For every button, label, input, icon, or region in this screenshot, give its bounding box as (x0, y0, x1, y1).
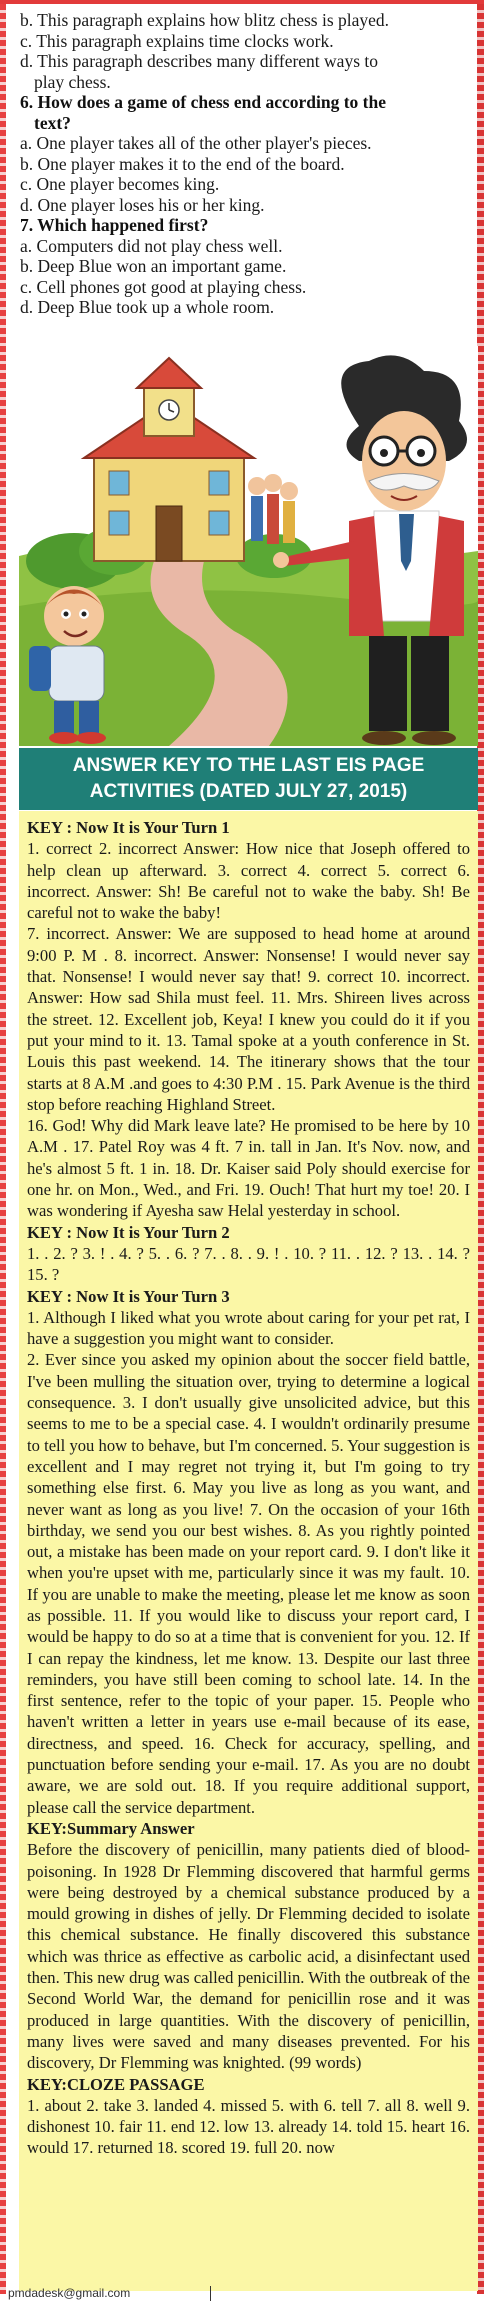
left-border-stripe (0, 4, 6, 2294)
quiz-line: c. Cell phones got good at playing chess. (20, 276, 307, 297)
section-heading: KEY : Now It is Your Turn 1 (27, 818, 230, 837)
banner-line-2: ACTIVITIES (DATED JULY 27, 2015) (89, 781, 408, 802)
quiz-question: 6. How does a game of chess end according to the (20, 92, 387, 112)
answer-paragraph: 1. . 2. ? 3. ! . 4. ? 5. . 6. ? 7. . 8. . 9. ! . 10. ? 11. . 12. ? 13. . 14. ? 15. ? (27, 1243, 470, 1285)
quiz-line: b. This paragraph explains how blitz chess is played. (20, 10, 390, 30)
top-accent-bar (0, 0, 484, 4)
section-heading: KEY : Now It is Your Turn 3 (27, 1286, 230, 1306)
quiz-question: text? (34, 112, 71, 133)
answer-key-box (19, 811, 478, 2291)
section-heading: KEY : Now It is Your Turn 2 (27, 1222, 230, 1242)
quiz-question: 7. Which happened first? (20, 215, 209, 235)
quiz-line: d. Deep Blue took up a whole room. (20, 297, 275, 317)
quiz-section (20, 10, 476, 318)
answer-paragraph: Before the discovery of penicillin, many patients died of blood-poisoning. In 1928 Dr Flemming discovered that harmful germs were being destroyed by a chemical substance produced by a mould growing in dishes of jelly. Dr Flemming decided to isolate this chemical substance. He finally discovered this substance which was thrice as effective as carbolic acid, a disinfectant used then. This new drug was called penicillin. With the outbreak of the Second World War, the demand for penicillin rose and it was produced in large quantities. With the discovery of penicillin, many lives were saved and many diseases prevented. For his discovery, Dr Flemming was knighted. (99 words) (27, 1840, 470, 2073)
quiz-line: b. Deep Blue won an important game. (20, 256, 287, 276)
quiz-line: a. Computers did not play chess well. (20, 235, 283, 256)
quiz-line: play chess. (34, 71, 111, 92)
page-footer (0, 2286, 484, 2301)
right-border-stripe (477, 4, 484, 2294)
answer-paragraph: 16. God! Why did Mark leave late? He promised to be here by 10 A.M . 17. Patel Roy was 4 ft. 7 in. tall in Jan. It's Nov. now, and he's almost 5 ft. 1 in. 18. Dr. Kaiser said Poly should exercise for one hr. on Mon., Wed., and Fri. 19. Ouch! That hurt my toe! 20. I was wondering if Ayesha saw Helal yesterday in school. (27, 1116, 470, 1221)
quiz-line: b. One player makes it to the end of the board. (20, 153, 345, 174)
answer-paragraph: 1. about 2. take 3. landed 4. missed 5. with 6. tell 7. all 8. well 9. dishonest 10. fair 11. end 12. low 13. already 14. told 15. heart 16. would 17. returned 18. scored 19. full 20. now (27, 2095, 470, 2158)
answer-paragraph: 1. correct 2. incorrect Answer: How nice that Joseph offered to help clean up afterward. 3. correct 4. correct 5. correct 6. incorrect. Answer: Sh! Be careful not to wake the baby. Sh! Be careful not to wake the baby! (27, 839, 470, 923)
quiz-line: c. One player becomes king. (20, 174, 220, 194)
cartoon-illustration (19, 346, 478, 746)
footer-email[interactable]: pmdadesk@gmail.com (8, 2286, 131, 2300)
answer-paragraph: 2. Ever since you asked my opinion about the soccer field battle, I've been mulling the situation over, trying to determine a logical consequence. 3. I don't usually give unsolicited advice, but this seems to me to be a special case. 4. I wouldn't ordinarily presume to tell you how to behave, but I'm concerned. 5. Your suggestion is excellent and I may regret not trying it, but I'm going to try something else first. 6. May you live as long as you want, and never want as long as you live! 7. On the occasion of your 16th birthday, we send you our best wishes. 8. As you rightly pointed out, a mistake has been made on your report card. 9. I don't like it when you're upset with me, particularly since it was my fault. 10. If you are unable to make the meeting, please let me know as soon as possible. 11. If you would like to discuss your report card, I would be happy to do so at a time that is convenient for you. 12. If I can repay the kindness, let me know. 13. Despite our last three reminders, you have still been coming to school late. 14. In the first sentence, refer to the topic of your paper. 15. People who haven't written a letter in years use e-mail because of its ease, directness, and speed. 16. Check for accuracy, spelling, and punctuation before sending your e-mail. 17. As you are no doubt aware, we are sold out. 18. If you require additional support, please call the service department. (27, 1350, 470, 1817)
quiz-line: a. One player takes all of the other player's pieces. (20, 133, 372, 153)
quiz-line: c. This paragraph explains time clocks work. (20, 30, 334, 51)
quiz-line: d. This paragraph describes many different ways to (20, 51, 378, 71)
section-heading: KEY:Summary Answer (27, 1818, 195, 1838)
quiz-line: d. One player loses his or her king. (20, 194, 265, 215)
answer-paragraph: 7. incorrect. Answer: We are supposed to head home at around 9:00 P. M . 8. incorrect. Answer: Nonsense! I would never say that. Nonsense! I would never say that! 9. correct 10. incorrect. Answer: How sad Shila must feel. 11. Mrs. Shireen lives across the street. 12. Excellent job, Keya! I knew you could do it if you put your mind to it. 13. Tamal spoke at a youth conference in St. Louis this past weekend. 14. The itinerary shows that the tour starts at 8 A.M .and goes to 4:30 P.M . 15. Park Avenue is the third stop before reaching Highland Street. (27, 924, 470, 1114)
banner-line-1: ANSWER KEY TO THE LAST EIS PAGE (72, 755, 425, 776)
answer-key-banner (19, 748, 478, 810)
footer-divider (210, 2286, 211, 2301)
answer-paragraph: 1. Although I liked what you wrote about caring for your pet rat, I have a suggestion you might want to consider. (27, 1307, 470, 1349)
section-heading: KEY:CLOZE PASSAGE (27, 2074, 205, 2094)
